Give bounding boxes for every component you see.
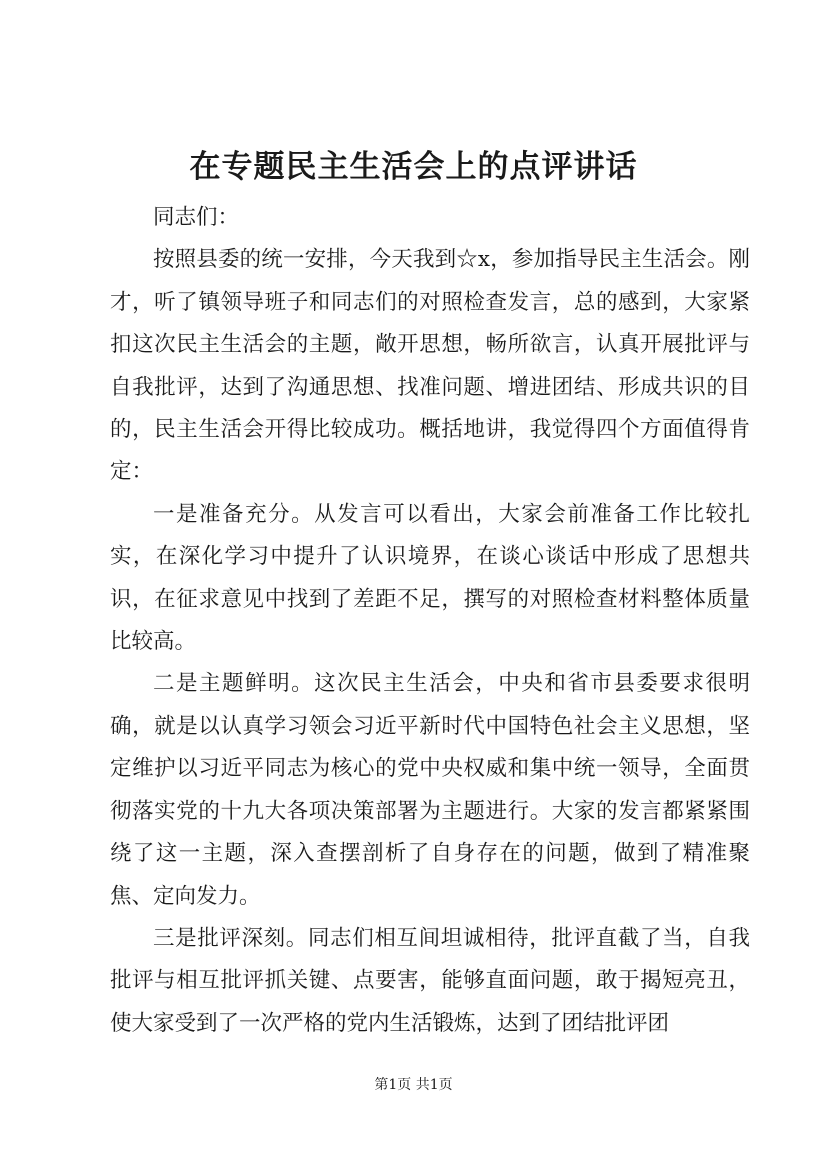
page-footer: 第1页 共1页 xyxy=(374,1077,453,1093)
paragraph-intro: 按照县委的统一安排，今天我到☆x，参加指导民主生活会。刚才，听了镇领导班子和同志们的对照检查发言，总的感到，大家紧扣这次民主生活会的主题，敞开思想，畅所欲言，认真开展批评与自我批评，达到了沟通思想、找准问题、增进团结、形成共识的目的，民主生活会开得比较成功。概括地讲，我觉得四个方面值得肯定： xyxy=(110,247,750,485)
paragraph-point-two: 二是主题鲜明。这次民主生活会，中央和省市县委要求很明确，就是以认真学习领会习近平新时代中国特色社会主义思想，坚定维护以习近平同志为核心的党中央权威和集中统一领导，全面贯彻落实党的十九大各项决策部署为主题进行。大家的发言都紧紧围绕了这一主题，深入查摆剖析了自身存在的问题，做到了精准聚焦、定向发力。 xyxy=(110,671,750,909)
paragraph-point-one: 一是准备充分。从发言可以看出，大家会前准备工作比较扎实，在深化学习中提升了认识境界，在谈心谈话中形成了思想共识，在征求意见中找到了差距不足，撰写的对照检查材料整体质量比较高。 xyxy=(110,501,750,655)
paragraph-point-three: 三是批评深刻。同志们相互间坦诚相待，批评直截了当，自我批评与相互批评抓关键、点要害，能够直面问题，敢于揭短亮丑，使大家受到了一次严格的党内生活锻炼，达到了团结批评团 xyxy=(110,925,750,1036)
document-title: 在专题民主生活会上的点评讲话 xyxy=(189,149,638,185)
document-body xyxy=(110,197,750,1045)
paragraph-salutation: 同志们： xyxy=(153,205,240,230)
